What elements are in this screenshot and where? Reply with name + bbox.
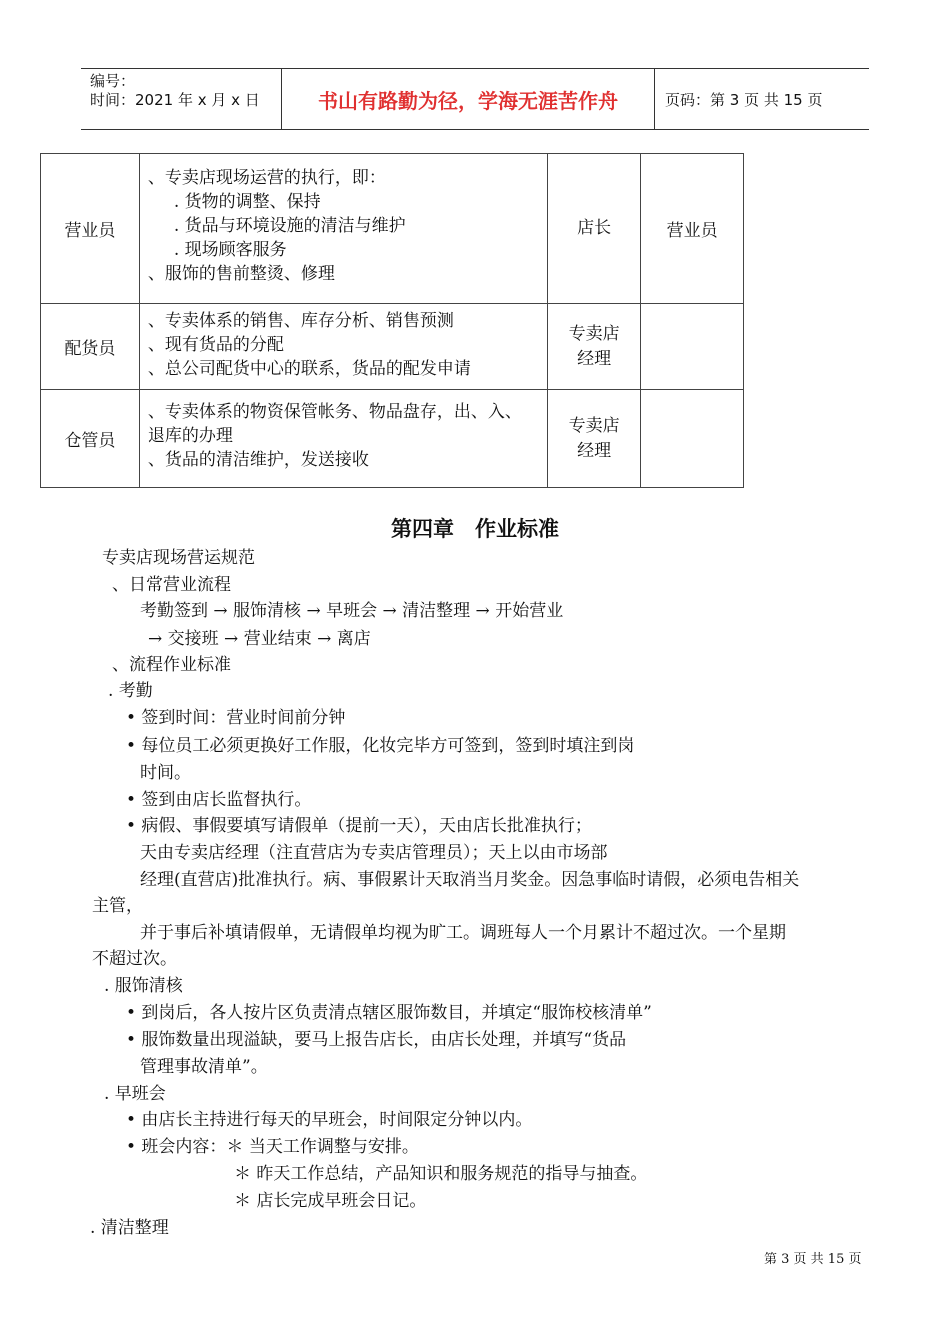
flow-line: 考勤签到 → 服饰清核 → 早班会 → 清洁整理 → 开始营业 (140, 601, 564, 621)
role-cell: 营业员 (41, 154, 140, 304)
role-cell: 仓管员 (41, 390, 140, 488)
list-item: • 病假、事假要填写请假单（提前一天），天由店长批准执行； (126, 816, 592, 836)
list-item: • 班会内容：＊ 当天工作调整与安排。 (126, 1137, 419, 1157)
list-item: • 签到由店长监督执行。 (126, 790, 312, 810)
clothing-check-heading: . 服饰清核 (104, 976, 183, 996)
list-item-continuation: 天由专卖店经理（注直营店为专卖店管理员）；天上以由市场部 (140, 843, 608, 863)
superior-cell (548, 304, 641, 390)
duty-line: 、现有货品的分配 (147, 335, 284, 355)
page-footer: 第 3 页 共 15 页 (764, 1252, 862, 1267)
superior-line: 经理 (577, 348, 612, 369)
table-row (41, 304, 744, 390)
attendance-heading: . 考勤 (108, 681, 153, 701)
role-cell: 配货员 (41, 304, 140, 390)
duty-line: 、专卖体系的销售、库存分析、销售预测 (147, 311, 454, 331)
header-page-info: 页码：第 3 页 共 15 页 (665, 90, 823, 109)
list-item: ＊ 昨天工作总结，产品知识和服务规范的指导与抽查。 (234, 1164, 648, 1184)
duty-line: 、总公司配货中心的联系，货品的配发申请 (147, 359, 471, 379)
list-item-continuation: 不超过次。 (92, 949, 177, 969)
morning-meeting-heading: . 早班会 (104, 1084, 166, 1104)
chapter-title: 第四章 作业标准 (391, 517, 559, 541)
subordinate-cell (641, 390, 744, 488)
duty-line: 、专卖体系的物资保管帐务、物品盘存，出、入、 (147, 402, 522, 422)
list-item-continuation: 主管， (92, 896, 143, 916)
subordinate-cell (641, 304, 744, 390)
duty-line: 、服饰的售前整烫、修理 (147, 264, 335, 284)
cleaning-heading: . 清洁整理 (90, 1218, 169, 1238)
list-item: • 服饰数量出现溢缺，要马上报告店长，由店长处理，并填写“货品 (126, 1030, 627, 1050)
superior-cell (548, 390, 641, 488)
list-item-continuation: 并于事后补填请假单，无请假单均视为旷工。调班每人一个月累计不超过次。一个星期 (140, 923, 786, 943)
superior-cell: 店长 (548, 154, 641, 304)
superior-line: 专卖店 (568, 323, 620, 344)
duty-line: 退库的办理 (147, 426, 233, 446)
duty-table (40, 153, 744, 488)
list-item-continuation: 时间。 (140, 763, 191, 783)
list-item: • 到岗后，各人按片区负责清点辖区服饰数目，并填定“服饰校核清单” (126, 1003, 652, 1023)
time-label: 时间：2021 年 x 月 x 日 (90, 91, 260, 109)
duty-line: 、货品的清洁维护，发送接收 (147, 450, 369, 470)
daily-flow-heading: 、日常营业流程 (112, 575, 231, 595)
duty-line: . 货品与环境设施的清洁与维护 (173, 216, 406, 236)
standards-heading: 、流程作业标准 (112, 655, 231, 675)
number-label: 编号： (90, 72, 136, 90)
duty-description-cell (139, 154, 547, 304)
duty-line: . 货物的调整、保持 (173, 192, 321, 212)
section-heading: 专卖店现场营运规范 (102, 548, 255, 568)
duty-line: 、专卖店现场运营的执行，即： (147, 168, 386, 188)
superior-line: 经理 (577, 440, 612, 461)
list-item: • 每位员工必须更换好工作服，化妆完毕方可签到，签到时填注到岗 (126, 736, 635, 756)
list-item: • 由店长主持进行每天的早班会，时间限定分钟以内。 (126, 1110, 533, 1130)
list-item: ＊ 店长完成早班会日记。 (234, 1191, 427, 1211)
duty-line: . 现场顾客服务 (173, 240, 287, 260)
table-row (41, 390, 744, 488)
list-item-continuation: 经理(直营店)批准执行。病、事假累计天取消当月奖金。因急事临时请假，必须电告相关 (140, 870, 800, 890)
header-meta (81, 69, 281, 129)
duty-description-cell (139, 304, 547, 390)
superior-line: 专卖店 (568, 415, 620, 436)
page-header (81, 68, 869, 130)
header-motto: 书山有路勤为径，学海无涯苦作舟 (281, 69, 655, 129)
list-item: • 签到时间：营业时间前分钟 (126, 708, 346, 728)
duty-description-cell (139, 390, 547, 488)
flow-line: → 交接班 → 营业结束 → 离店 (148, 629, 371, 649)
list-item-continuation: 管理事故清单”。 (140, 1057, 268, 1077)
subordinate-cell: 营业员 (641, 154, 744, 304)
table-row (41, 154, 744, 304)
